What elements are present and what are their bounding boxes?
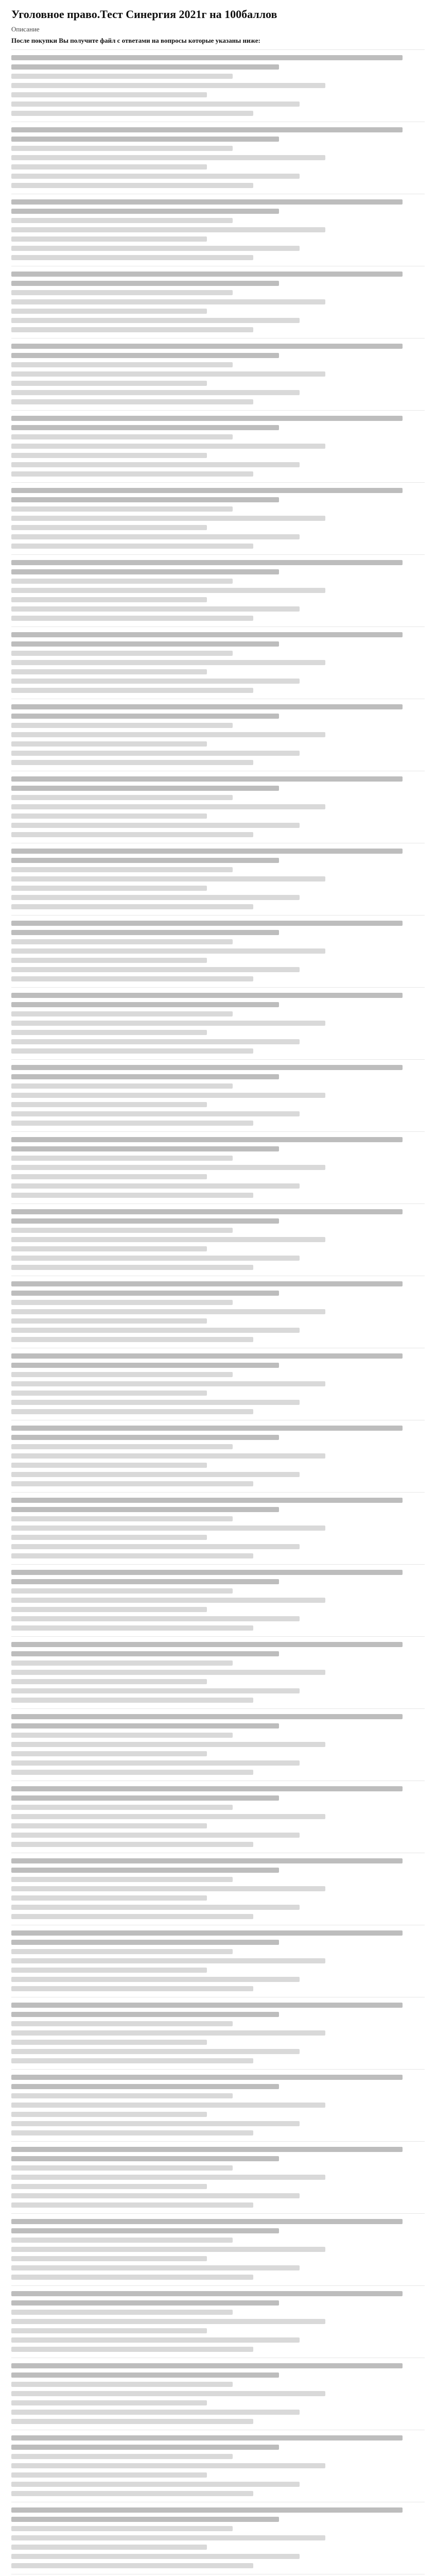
qa-block [11,626,425,695]
qa-block [11,1492,425,1561]
answer-line [11,1688,300,1693]
question-line [11,1065,403,1070]
question-line [11,2075,403,2080]
answer-line [11,2049,300,2054]
qa-block [11,1997,425,2065]
answer-line [11,218,233,223]
answer-line [11,506,233,512]
answer-line [11,948,325,954]
answer-line [11,1300,233,1305]
answer-line [11,1011,233,1016]
answer-line [11,1309,325,1314]
qa-block [11,2430,425,2498]
question-line [11,2291,403,2296]
qa-block [11,122,425,190]
answer-line [11,1121,253,1126]
answer-line [11,1670,325,1675]
answer-line [11,371,325,377]
question-line [11,2156,279,2161]
answer-line [11,2112,207,2117]
document-title: Уголовное право.Тест Синергия 2021г на 100баллов [11,8,277,21]
question-line [11,2445,279,2450]
question-line [11,497,279,502]
answer-line [11,318,300,323]
qa-list [11,49,425,2576]
question-line [11,281,279,286]
qa-block [11,266,425,334]
answer-line [11,1679,207,1684]
question-line [11,137,279,142]
answer-line [11,381,207,386]
answer-line [11,814,207,819]
answer-line [11,2463,325,2468]
question-line [11,560,403,565]
answer-line [11,2347,253,2352]
answer-line [11,164,207,170]
answer-line [11,1968,207,1973]
question-line [11,858,279,863]
answer-line [11,2554,300,2559]
answer-line [11,2093,233,2098]
answer-line [11,1877,233,1882]
answer-line [11,1400,300,1405]
answer-line [11,732,325,737]
question-line [11,1579,279,1584]
answer-line [11,2328,207,2333]
qa-block [11,2502,425,2570]
answer-line [11,1237,325,1242]
qa-block [11,482,425,551]
answer-line [11,751,300,756]
qa-block [11,49,425,118]
answer-line [11,1328,300,1333]
answer-line [11,174,300,179]
question-line [11,1218,279,1224]
answer-line [11,1823,207,1828]
question-line [11,704,403,709]
qa-block [11,1420,425,1488]
answer-line [11,2265,300,2270]
question-line [11,2372,279,2378]
question-line [11,1353,403,1359]
answer-line [11,453,207,458]
answer-line [11,1895,207,1901]
question-line [11,1137,403,1142]
answer-line [11,2238,233,2243]
question-line [11,2363,403,2368]
answer-line [11,1607,207,1612]
answer-line [11,2545,207,2550]
qa-block [11,1131,425,1200]
answer-line [11,1516,233,1521]
answer-line [11,101,300,107]
answer-line [11,1544,300,1549]
answer-line [11,1048,253,1054]
answer-line [11,939,233,944]
answer-line [11,1463,207,1468]
answer-line [11,967,300,972]
question-line [11,1858,403,1863]
answer-line [11,1598,325,1603]
question-line [11,1498,403,1503]
answer-line [11,362,233,367]
answer-line [11,1183,300,1189]
answer-line [11,2310,233,2315]
answer-line [11,1256,300,1261]
qa-block [11,554,425,623]
question-line [11,641,279,647]
answer-line [11,1083,233,1089]
answer-line [11,1111,300,1116]
question-line [11,353,279,358]
answer-line [11,886,207,891]
answer-line [11,723,233,728]
answer-line [11,1625,253,1631]
question-line [11,2300,279,2306]
question-line [11,2228,279,2233]
question-line [11,786,279,791]
purchase-intro: После покупки Вы получите файл с ответами на вопросы которые указаны ниже: [11,37,260,44]
answer-line [11,679,300,684]
answer-line [11,2563,253,2568]
answer-line [11,444,325,449]
answer-line [11,1265,253,1270]
answer-line [11,1481,253,1486]
answer-line [11,74,233,79]
answer-line [11,2526,233,2531]
qa-block [11,1781,425,1849]
answer-line [11,2202,253,2208]
answer-line [11,2454,233,2459]
question-line [11,127,403,132]
answer-line [11,1905,300,1910]
question-line [11,199,403,205]
question-line [11,1723,279,1728]
answer-line [11,616,253,621]
question-line [11,2012,279,2017]
answer-line [11,2491,253,2496]
question-line [11,921,403,926]
question-line [11,1570,403,1575]
answer-line [11,1391,207,1396]
answer-line [11,1174,207,1179]
answer-line [11,2184,207,2189]
answer-line [11,1372,233,1377]
question-line [11,2003,403,2008]
qa-block [11,1636,425,1705]
question-line [11,1940,279,1945]
answer-line [11,399,253,404]
answer-line [11,1228,233,1233]
qa-block [11,2069,425,2138]
question-line [11,1507,279,1512]
answer-line [11,2121,300,2126]
answer-line [11,832,253,837]
qa-block [11,987,425,1056]
answer-line [11,2382,233,2387]
qa-block [11,338,425,406]
answer-line [11,1102,207,1107]
question-line [11,2507,403,2513]
question-line [11,2084,279,2089]
question-line [11,1426,403,1431]
answer-line [11,111,253,116]
answer-line [11,1318,207,1324]
question-line [11,1291,279,1296]
answer-line [11,2175,325,2180]
answer-line [11,669,207,674]
answer-line [11,1814,325,1819]
question-line [11,1930,403,1936]
question-line [11,209,279,214]
answer-line [11,2400,207,2405]
answer-line [11,1760,300,1766]
answer-line [11,1958,325,1963]
qa-block [11,194,425,262]
answer-line [11,1742,325,1747]
question-line [11,488,403,493]
qa-block [11,1204,425,1272]
answer-line [11,1030,207,1035]
question-line [11,1714,403,1719]
answer-line [11,1409,253,1414]
qa-block [11,410,425,479]
answer-line [11,2391,325,2396]
answer-line [11,2103,325,2108]
qa-block [11,2285,425,2354]
answer-line [11,2058,253,2063]
answer-line [11,651,233,656]
question-line [11,1795,279,1801]
answer-line [11,2021,233,2026]
question-line [11,1146,279,1151]
answer-line [11,1472,300,1477]
answer-line [11,1660,233,1666]
question-line [11,425,279,430]
answer-line [11,2275,253,2280]
qa-block [11,2213,425,2282]
answer-line [11,1751,207,1756]
answer-line [11,958,207,963]
answer-line [11,299,325,304]
qa-block [11,2574,425,2576]
question-line [11,569,279,574]
answer-line [11,227,325,232]
question-line [11,1002,279,1007]
answer-line [11,597,207,602]
answer-line [11,2482,300,2487]
qa-block [11,1925,425,1993]
question-line [11,1868,279,1873]
answer-line [11,246,300,251]
question-line [11,272,403,277]
question-line [11,64,279,70]
question-line [11,1651,279,1656]
answer-line [11,327,253,332]
answer-line [11,1733,233,1738]
qa-block [11,1708,425,1777]
question-line [11,993,403,998]
answer-line [11,1986,253,1991]
answer-line [11,688,253,693]
answer-line [11,2165,233,2171]
answer-line [11,606,300,612]
question-line [11,1435,279,1440]
question-line [11,849,403,854]
answer-line [11,1535,207,1540]
qa-block [11,843,425,911]
answer-line [11,309,207,314]
qa-block [11,1348,425,1416]
answer-line [11,1842,253,1847]
question-line [11,632,403,637]
answer-line [11,83,325,88]
answer-line [11,804,325,809]
question-line [11,2219,403,2224]
answer-line [11,2247,325,2252]
answer-line [11,1698,253,1703]
answer-line [11,1381,325,1386]
answer-line [11,1833,300,1838]
answer-line [11,155,325,160]
answer-line [11,1886,325,1891]
answer-line [11,290,233,295]
answer-line [11,1949,233,1954]
question-line [11,55,403,60]
answer-line [11,976,253,981]
answer-line [11,823,300,828]
question-line [11,416,403,421]
answer-line [11,1039,300,1044]
answer-line [11,2256,207,2261]
qa-block [11,2358,425,2426]
answer-line [11,1337,253,1342]
answer-line [11,867,233,872]
question-line [11,344,403,349]
question-line [11,714,279,719]
question-line [11,1786,403,1791]
answer-line [11,1453,325,1459]
question-line [11,2517,279,2522]
answer-line [11,1588,233,1594]
question-line [11,930,279,935]
answer-line [11,2337,300,2343]
answer-line [11,183,253,188]
answer-line [11,660,325,665]
answer-line [11,544,253,549]
answer-line [11,434,233,439]
answer-line [11,1616,300,1621]
answer-line [11,390,300,395]
qa-block [11,2141,425,2210]
answer-line [11,462,300,467]
question-line [11,1281,403,1286]
answer-line [11,1914,253,1919]
answer-line [11,2040,207,2045]
answer-line [11,579,233,584]
answer-line [11,904,253,909]
answer-line [11,236,207,242]
answer-line [11,795,233,800]
answer-line [11,588,325,593]
qa-block [11,771,425,839]
answer-line [11,146,233,151]
answer-line [11,895,300,900]
answer-line [11,516,325,521]
answer-line [11,1553,253,1558]
question-line [11,1074,279,1079]
answer-line [11,2535,325,2540]
qa-block [11,1059,425,1128]
qa-block [11,1564,425,1633]
answer-line [11,1805,233,1810]
answer-line [11,741,207,747]
answer-line [11,2472,207,2478]
answer-line [11,1093,325,1098]
answer-line [11,2030,325,2036]
answer-line [11,1246,207,1251]
qa-block [11,915,425,984]
answer-line [11,1156,233,1161]
answer-line [11,1165,325,1170]
answer-line [11,1977,300,1982]
answer-line [11,1444,233,1449]
answer-line [11,2130,253,2136]
question-line [11,2435,403,2441]
answer-line [11,760,253,765]
answer-line [11,2410,300,2415]
qa-block [11,1276,425,1344]
answer-line [11,2319,325,2324]
answer-line [11,876,325,882]
answer-line [11,525,207,530]
question-line [11,1642,403,1647]
answer-line [11,1193,253,1198]
qa-block [11,699,425,767]
answer-line [11,2419,253,2424]
question-line [11,2147,403,2152]
answer-line [11,1526,325,1531]
answer-line [11,534,300,539]
question-line [11,776,403,782]
description-label: Описание [11,25,40,33]
qa-block [11,1853,425,1921]
answer-line [11,1770,253,1775]
answer-line [11,255,253,260]
question-line [11,1209,403,1214]
answer-line [11,1021,325,1026]
answer-line [11,92,207,97]
question-line [11,1363,279,1368]
answer-line [11,471,253,477]
answer-line [11,2193,300,2198]
